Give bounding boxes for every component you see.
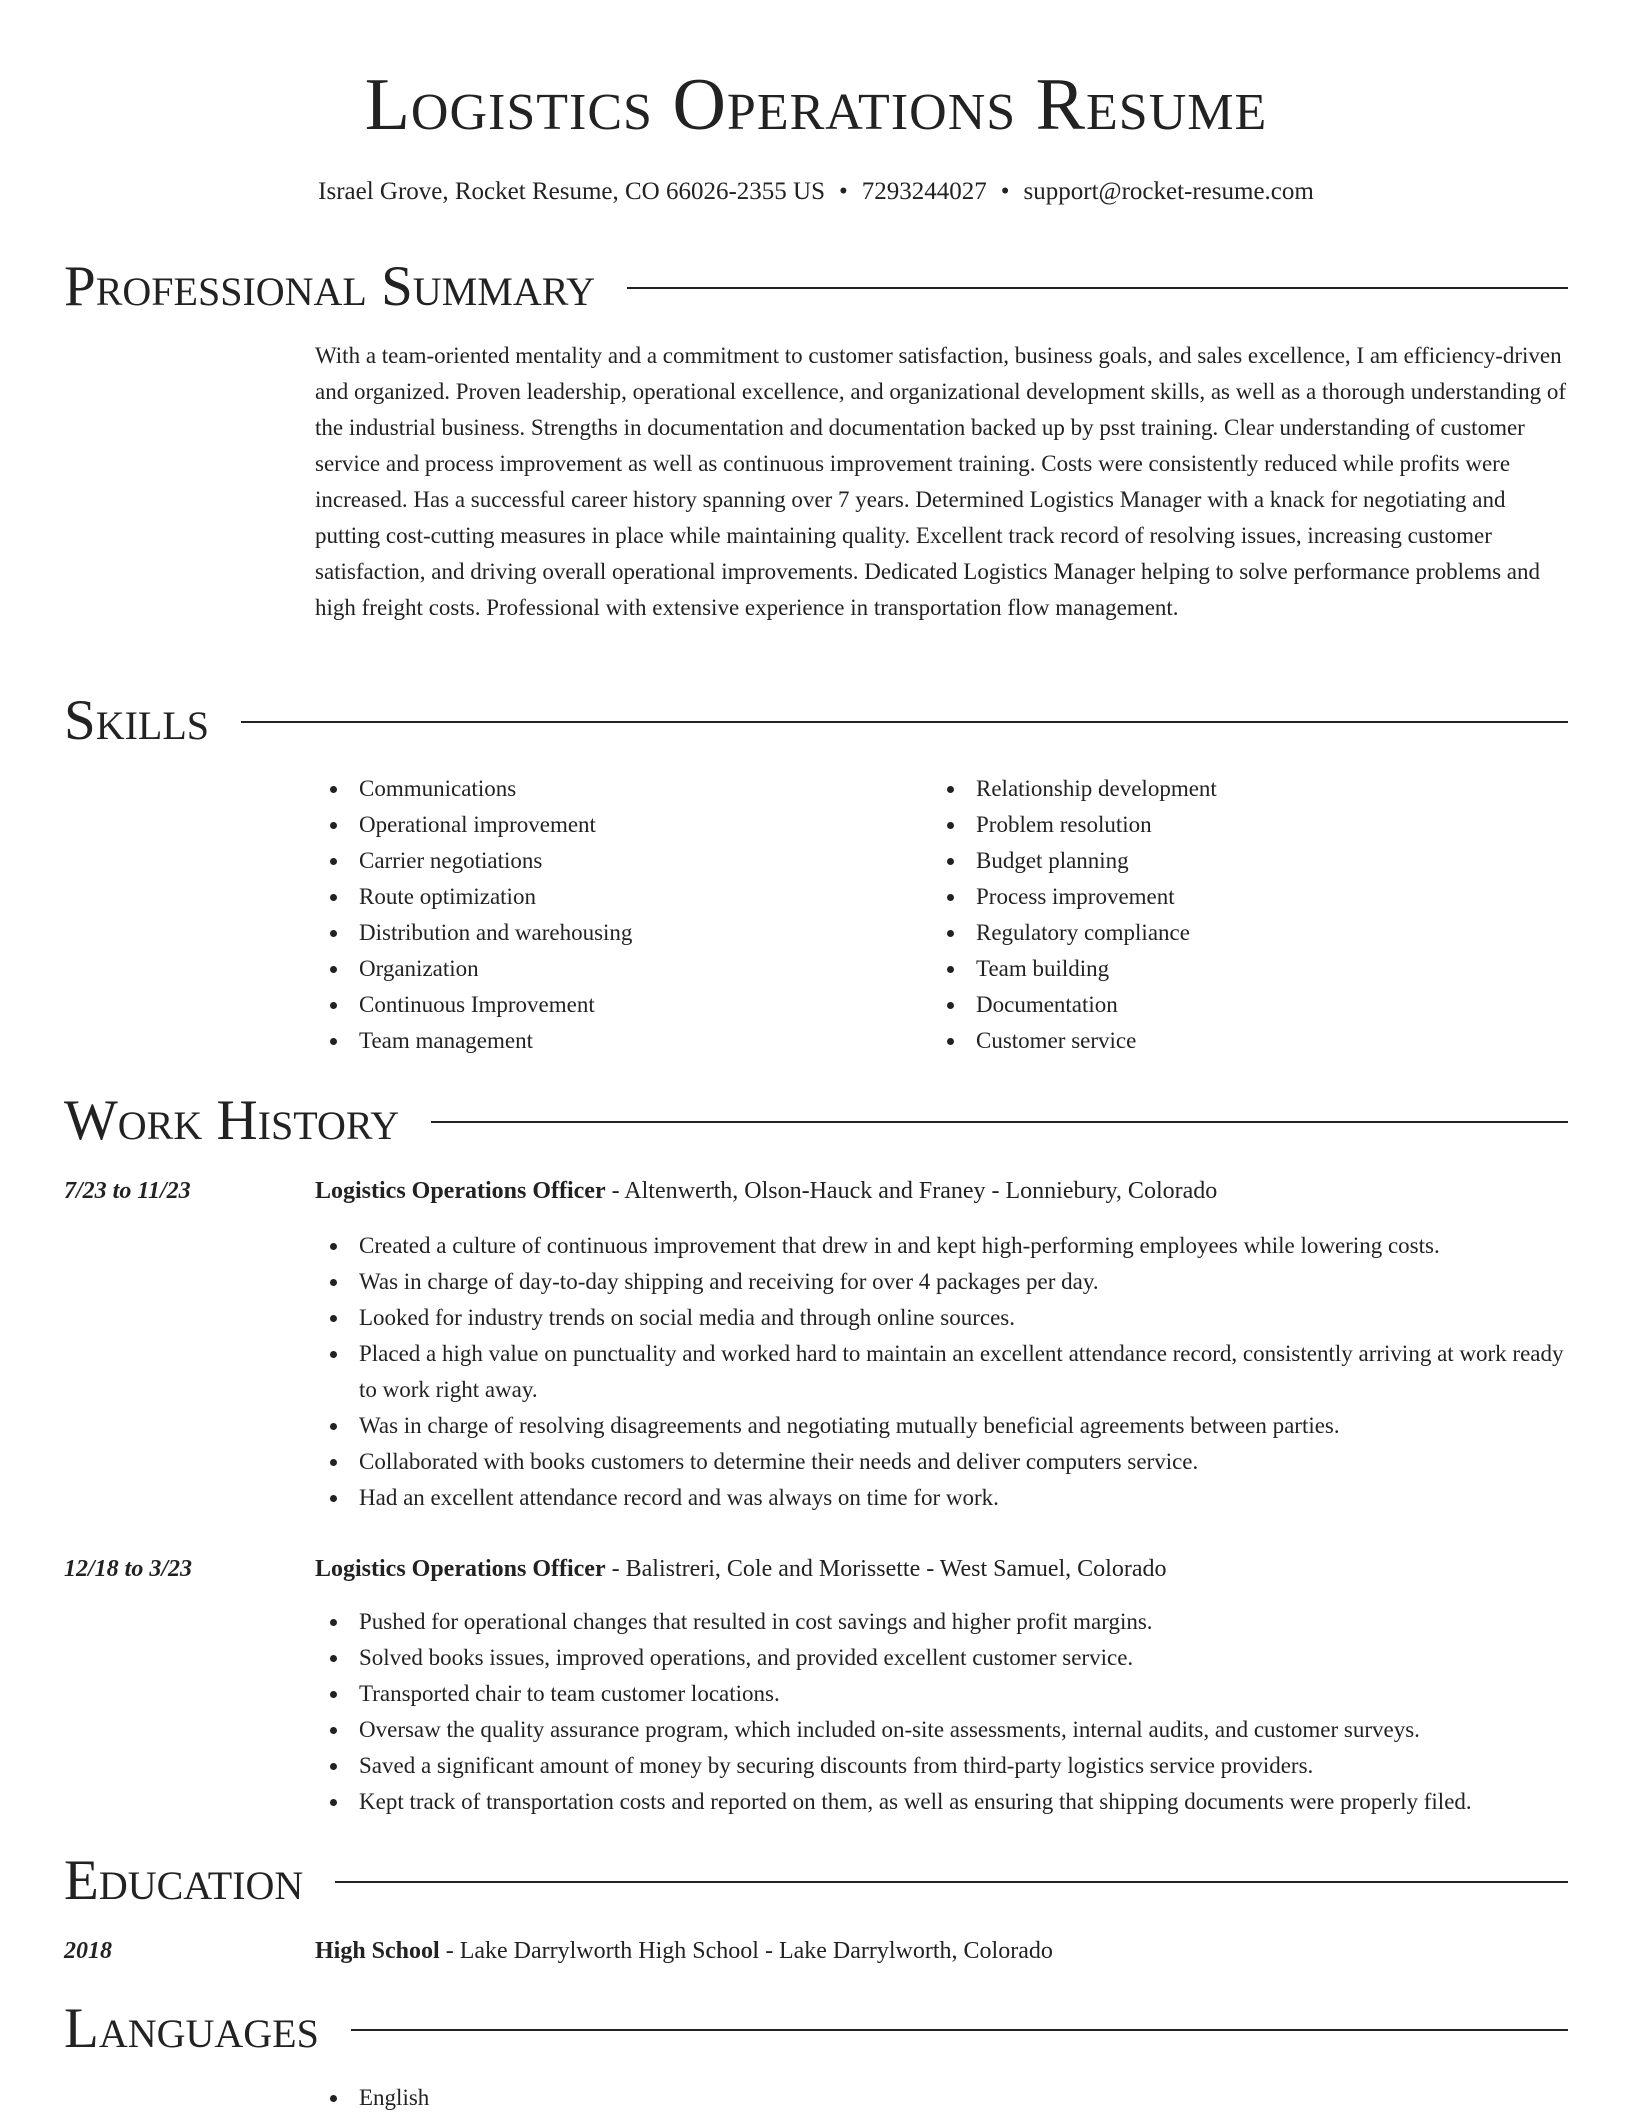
job-employer: - Balistreri, Cole and Morissette - West Samuel, Colorado <box>605 1556 1167 1582</box>
skill-item: Process improvement <box>932 879 1532 915</box>
job-bullet: Oversaw the quality assurance program, which included on-site assessments, internal audits, and customer surveys. <box>315 1712 1575 1748</box>
job-employer: - Altenwerth, Olson-Hauck and Franey - Lonniebury, Colorado <box>605 1178 1218 1204</box>
heading-divider <box>351 2029 1568 2031</box>
skill-item: Organization <box>315 951 915 987</box>
contact-line <box>0 174 1632 210</box>
job-title: Logistics Operations Officer <box>315 1178 606 1204</box>
job-title-line <box>315 1173 1575 1209</box>
languages-heading <box>64 1994 1568 2064</box>
work-history-heading-text: Work History <box>64 1089 400 1152</box>
skill-item: Team management <box>315 1023 915 1059</box>
skills-heading-text: Skills <box>64 689 210 752</box>
summary-heading-text: Professional Summary <box>64 255 596 318</box>
contact-separator: • <box>839 178 848 205</box>
skill-item: Distribution and warehousing <box>315 915 915 951</box>
languages-heading-text: Languages <box>64 1997 319 2060</box>
education-school: - Lake Darrylworth High School - Lake Darrylworth, Colorado <box>439 1938 1053 1964</box>
job-bullet: Looked for industry trends on social media and through online sources. <box>315 1300 1575 1336</box>
education-heading-text: Education <box>64 1849 304 1912</box>
job-bullets <box>315 1228 1575 1516</box>
job-bullet: Created a culture of continuous improvement that drew in and kept high-performing employees while lowering costs. <box>315 1228 1575 1264</box>
job-dates: 7/23 to 11/23 <box>64 1178 191 1204</box>
contact-separator: • <box>1000 178 1010 205</box>
job-bullet: Placed a high value on punctuality and worked hard to maintain an excellent attendance record, consistently arriving at work ready to work right away. <box>315 1336 1575 1408</box>
skill-item: Documentation <box>932 987 1532 1023</box>
job-bullet: Collaborated with books customers to determine their needs and deliver computers service. <box>315 1444 1575 1480</box>
heading-divider <box>335 1881 1568 1883</box>
skill-item: Operational improvement <box>315 807 915 843</box>
education-degree: High School <box>315 1938 440 1964</box>
languages-list <box>315 2080 1575 2116</box>
language-item: English <box>315 2080 1575 2116</box>
resume-title: Logistics Operations Resume <box>364 64 1268 146</box>
skill-item: Budget planning <box>932 843 1532 879</box>
skills-column-left <box>315 771 915 1059</box>
skill-item: Carrier negotiations <box>315 843 915 879</box>
education-year: 2018 <box>64 1938 112 1964</box>
heading-divider <box>627 287 1568 289</box>
job-bullets <box>315 1604 1575 1820</box>
job-bullet: Was in charge of day-to-day shipping and receiving for over 4 packages per day. <box>315 1264 1575 1300</box>
job-title-line <box>315 1551 1575 1587</box>
education-line <box>315 1933 1575 1969</box>
job-title: Logistics Operations Officer <box>315 1556 606 1582</box>
job-bullet: Transported chair to team customer locations. <box>315 1676 1575 1712</box>
contact-email[interactable]: support@rocket-resume.com <box>1023 178 1314 205</box>
skills-heading <box>64 686 1568 756</box>
skill-item: Route optimization <box>315 879 915 915</box>
heading-divider <box>241 721 1568 723</box>
heading-divider <box>431 1121 1568 1123</box>
summary-text: With a team-oriented mentality and a commitment to customer satisfaction, business goals, and sales excellence, I am efficiency-driven and organized. Proven leadership, operational excellence, and organizational development skills, as well as a thorough understanding of the industrial business. Strengths in documentation and documentation backed up by psst training. Clear understanding of customer service and process improvement as well as continuous improvement training. Costs were consistently reduced while profits were increased. Has a successful career history spanning over 7 years. Determined Logistics Manager with a knack for negotiating and putting cost-cutting measures in place while maintaining quality. Excellent track record of resolving issues, increasing customer satisfaction, and driving overall operational improvements. Dedicated Logistics Manager helping to solve performance problems and high freight costs. Professional with extensive experience in transportation flow management. <box>315 343 1566 620</box>
job-bullet: Pushed for operational changes that resulted in cost savings and higher profit margins. <box>315 1604 1575 1640</box>
job-bullet: Was in charge of resolving disagreements and negotiating mutually beneficial agreements between parties. <box>315 1408 1575 1444</box>
skill-item: Problem resolution <box>932 807 1532 843</box>
work-history-heading <box>64 1086 1568 1156</box>
job-bullet: Saved a significant amount of money by securing discounts from third-party logistics service providers. <box>315 1748 1575 1784</box>
skill-item: Customer service <box>932 1023 1532 1059</box>
job-bullet: Kept track of transportation costs and reported on them, as well as ensuring that shipping documents were properly filed. <box>315 1784 1575 1820</box>
contact-address: Israel Grove, Rocket Resume, CO 66026-2355 US <box>318 178 826 205</box>
job-bullet: Solved books issues, improved operations, and provided excellent customer service. <box>315 1640 1575 1676</box>
contact-phone: 7293244027 <box>861 178 987 205</box>
skills-column-right <box>932 771 1532 1059</box>
summary-heading <box>64 252 1568 322</box>
job-dates: 12/18 to 3/23 <box>64 1556 193 1582</box>
skill-item: Regulatory compliance <box>932 915 1532 951</box>
job-bullet: Had an excellent attendance record and was always on time for work. <box>315 1480 1575 1516</box>
skill-item: Team building <box>932 951 1532 987</box>
skill-item: Relationship development <box>932 771 1532 807</box>
skill-item: Continuous Improvement <box>315 987 915 1023</box>
skill-item: Communications <box>315 771 915 807</box>
education-heading <box>64 1846 1568 1916</box>
